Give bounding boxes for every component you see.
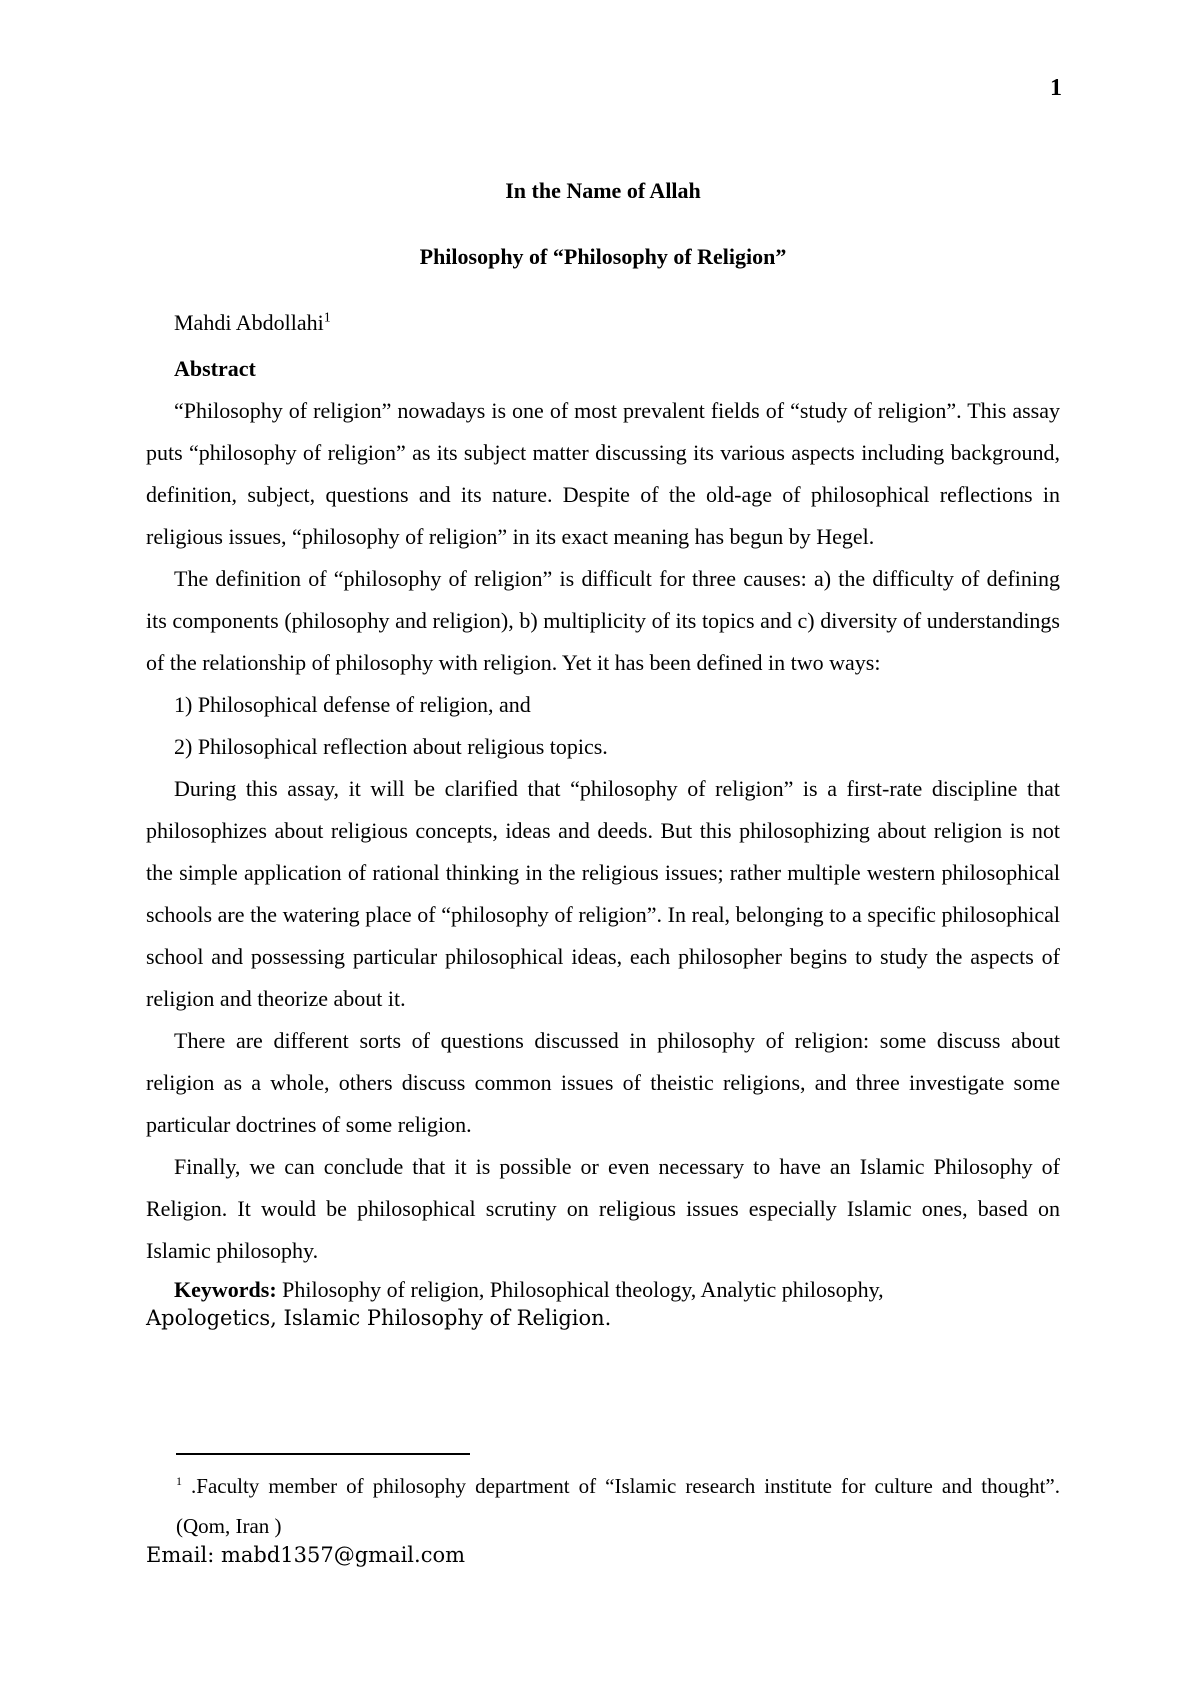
abstract-paragraph-5: Finally, we can conclude that it is possible or even necessary to have an Islamic Philosophy of Religion. It would be philosophical scrutiny on religious issues especially Islamic ones, based on Islamic philosophy. — [146, 1154, 1060, 1263]
footnote-separator — [176, 1453, 470, 1455]
page-number: 1 — [1050, 75, 1062, 101]
abstract-paragraph-1: “Philosophy of religion” nowadays is one of most prevalent fields of “study of religion”. This assay puts “philosophy of religion” as its subject matter discussing its various aspects including background, definition, subject, questions and its nature. Despite of the old-age of philosophical reflections in religious issues, “philosophy of religion” in its exact meaning has begun by Hegel. — [146, 398, 1060, 549]
author-footnote-ref[interactable]: 1 — [323, 310, 331, 326]
bismillah-heading: In the Name of Allah — [505, 178, 701, 203]
abstract-paragraph-2: The definition of “philosophy of religion” is difficult for three causes: a) the difficulty of defining its components (philosophy and religion), b) multiplicity of its topics and c) diversity of understandings of the relationship of philosophy with religion. Yet it has been defined in two ways: — [146, 566, 1060, 675]
definition-list-item-2: 2) Philosophical reflection about religious topics. — [174, 734, 608, 759]
keywords-text: Philosophy of religion, Philosophical theology, Analytic philosophy, — [282, 1277, 884, 1302]
author-email[interactable]: Email: mabd1357@gmail.com — [146, 1543, 466, 1567]
abstract-paragraph-3: During this assay, it will be clarified that “philosophy of religion” is a first-rate discipline that philosophizes about religious concepts, ideas and deeds. But this philosophizing about religion is not the simple application of rational thinking in the religious issues; rather multiple western philosophical schools are the watering place of “philosophy of religion”. In real, belonging to a specific philosophical school and possessing particular philosophical ideas, each philosopher begins to study the aspects of religion and theorize about it. — [146, 776, 1060, 1011]
keywords-line — [146, 1276, 1060, 1332]
author-line — [174, 302, 1060, 344]
main-content — [146, 170, 1060, 1332]
definition-list-item-1: 1) Philosophical defense of religion, and — [174, 692, 531, 717]
footnote-text: .Faculty member of philosophy department of “Islamic research institute for culture and thought”. (Qom, Iran ) — [176, 1474, 1060, 1538]
abstract-heading: Abstract — [174, 356, 256, 381]
keywords-label: Keywords: — [174, 1277, 277, 1302]
footnote — [176, 1466, 1060, 1546]
footnote-mark: 1 — [176, 1474, 182, 1488]
abstract-paragraph-4: There are different sorts of questions discussed in philosophy of religion: some discuss about religion as a whole, others discuss common issues of theistic religions, and three investigate some particular doctrines of some religion. — [146, 1028, 1060, 1137]
keywords-tail: Apologetics, Islamic Philosophy of Religion. — [146, 1306, 612, 1330]
paper-title: Philosophy of “Philosophy of Religion” — [419, 244, 787, 269]
author-name: Mahdi Abdollahi — [174, 310, 324, 335]
